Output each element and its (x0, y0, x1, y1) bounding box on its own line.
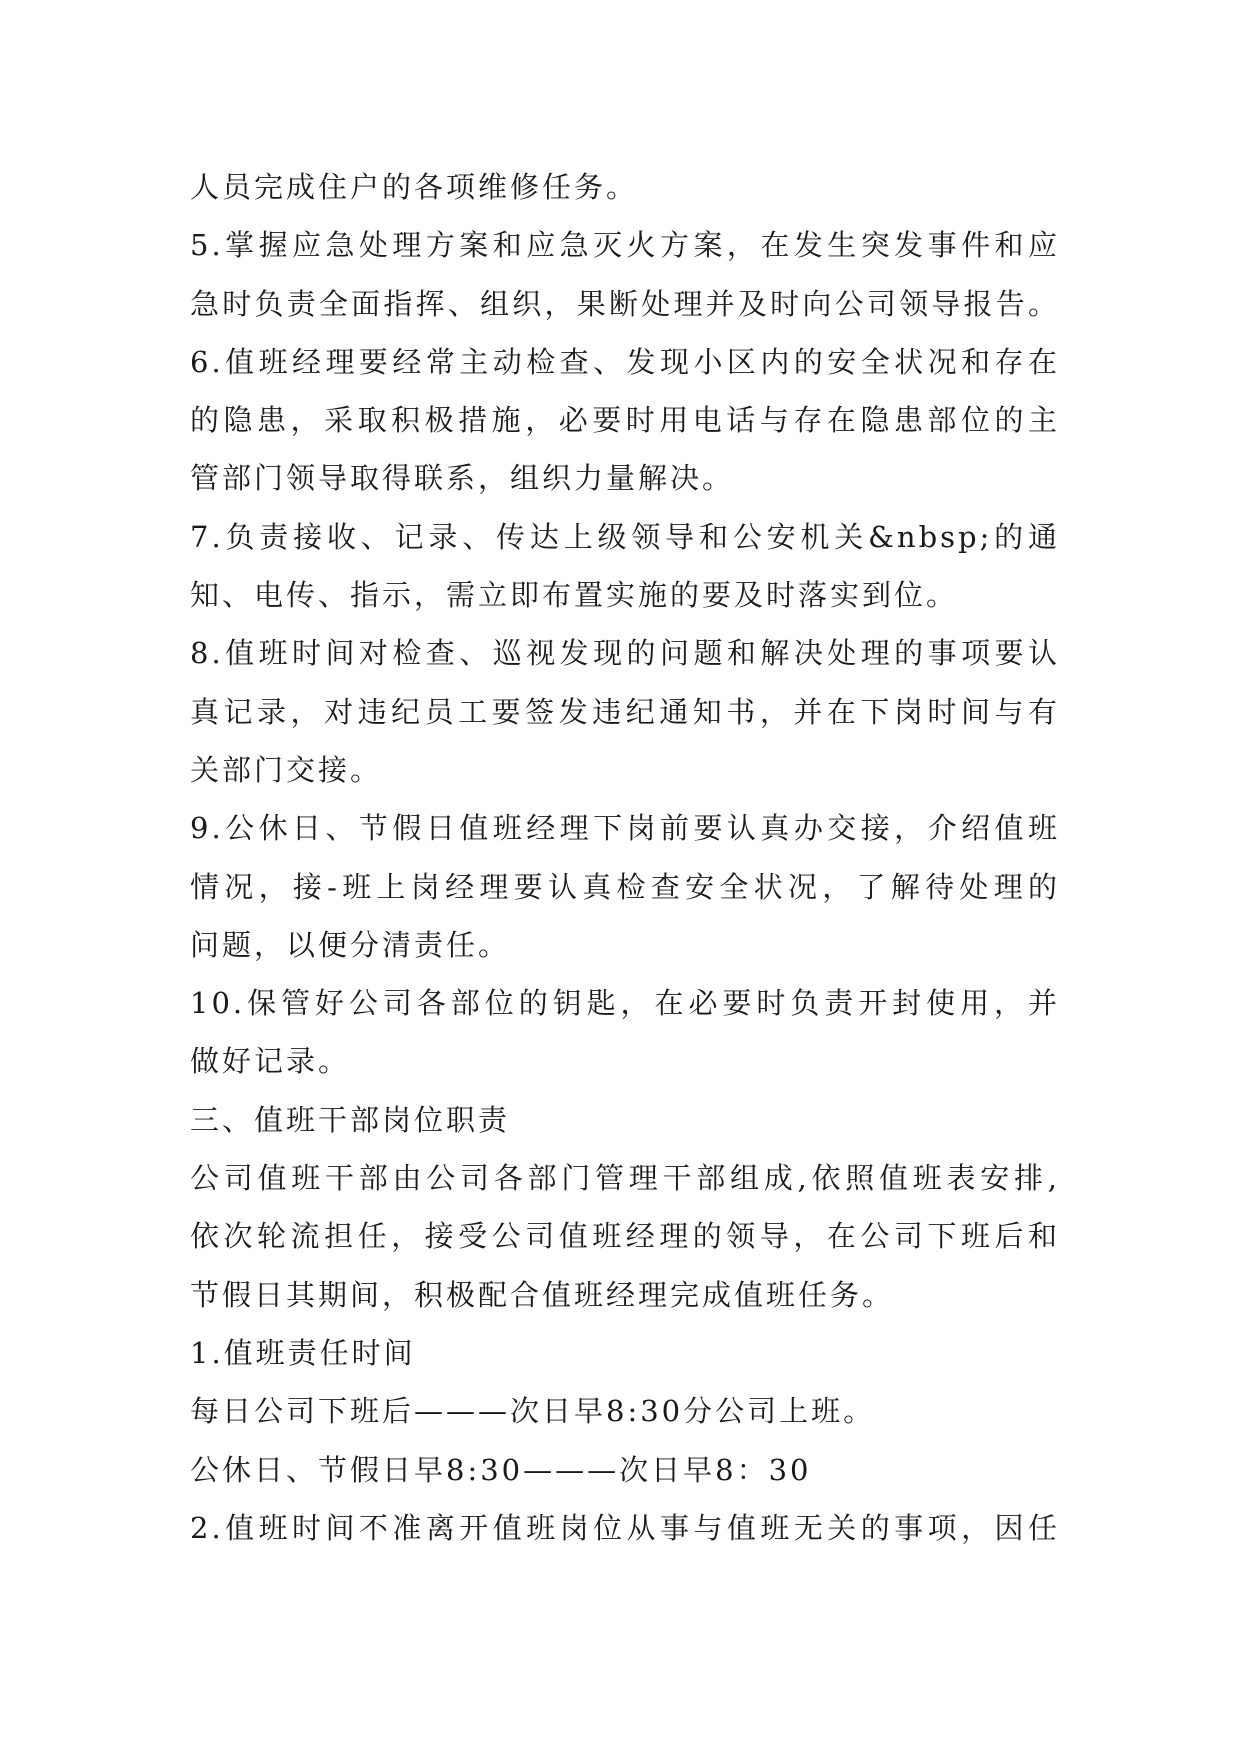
text-line: 6.值班经理要经常主动检查、发现小区内的安全状况和存在 (190, 344, 1060, 379)
text-line: 1.值班责任时间 (190, 1335, 416, 1370)
text-line: 依次轮流担任，接受公司值班经理的领导，在公司下班后和 (190, 1219, 1060, 1254)
text-line: 知、电传、指示，需立即布置实施的要及时落实到位。 (190, 578, 959, 613)
text-line: 真记录，对违纪员工要签发违纪通知书，并在下岗时间与有 (190, 694, 1060, 729)
text-line: 2.值班时间不准离开值班岗位从事与值班无关的事项，因任 (190, 1510, 1060, 1545)
body-text (190, 158, 1060, 1557)
text-line: 8.值班时间对检查、巡视发现的问题和解决处理的事项要认 (190, 636, 1060, 671)
text-line: 急时负责全面指挥、组织，果断处理并及时向公司领导报告。 (190, 286, 1060, 321)
text-line: 公司值班干部由公司各部门管理干部组成,依照值班表安排, (190, 1161, 1060, 1196)
text-line: 做好记录。 (190, 1044, 351, 1079)
text-line: 9.公休日、节假日值班经理下岗前要认真办交接，介绍值班 (190, 811, 1060, 846)
text-line: 管部门领导取得联系，组织力量解决。 (190, 461, 735, 496)
text-line: 5.掌握应急处理方案和应急灭火方案，在发生突发事件和应 (190, 228, 1060, 263)
text-line: 问题，以便分清责任。 (190, 927, 511, 962)
text-line: 7.负责接收、记录、传达上级领导和公安机关&nbsp;的通 (190, 519, 1060, 554)
text-line: 10.保管好公司各部位的钥匙，在必要时负责开封使用，并 (190, 986, 1060, 1021)
text-line: 节假日其期间，积极配合值班经理完成值班任务。 (190, 1277, 895, 1312)
text-line: 情况，接-班上岗经理要认真检查安全状况，了解待处理的 (190, 869, 1060, 904)
text-line: 的隐患，采取积极措施，必要时用电话与存在隐患部位的主 (190, 403, 1060, 438)
text-line: 公休日、节假日早8:30———次日早8：30 (190, 1452, 812, 1487)
text-line: 关部门交接。 (190, 752, 383, 787)
text-line: 每日公司下班后———次日早8:30分公司上班。 (190, 1394, 876, 1429)
text-line: 人员完成住户的各项维修任务。 (190, 170, 639, 204)
section-heading: 三、值班干部岗位职责 (190, 1102, 511, 1137)
